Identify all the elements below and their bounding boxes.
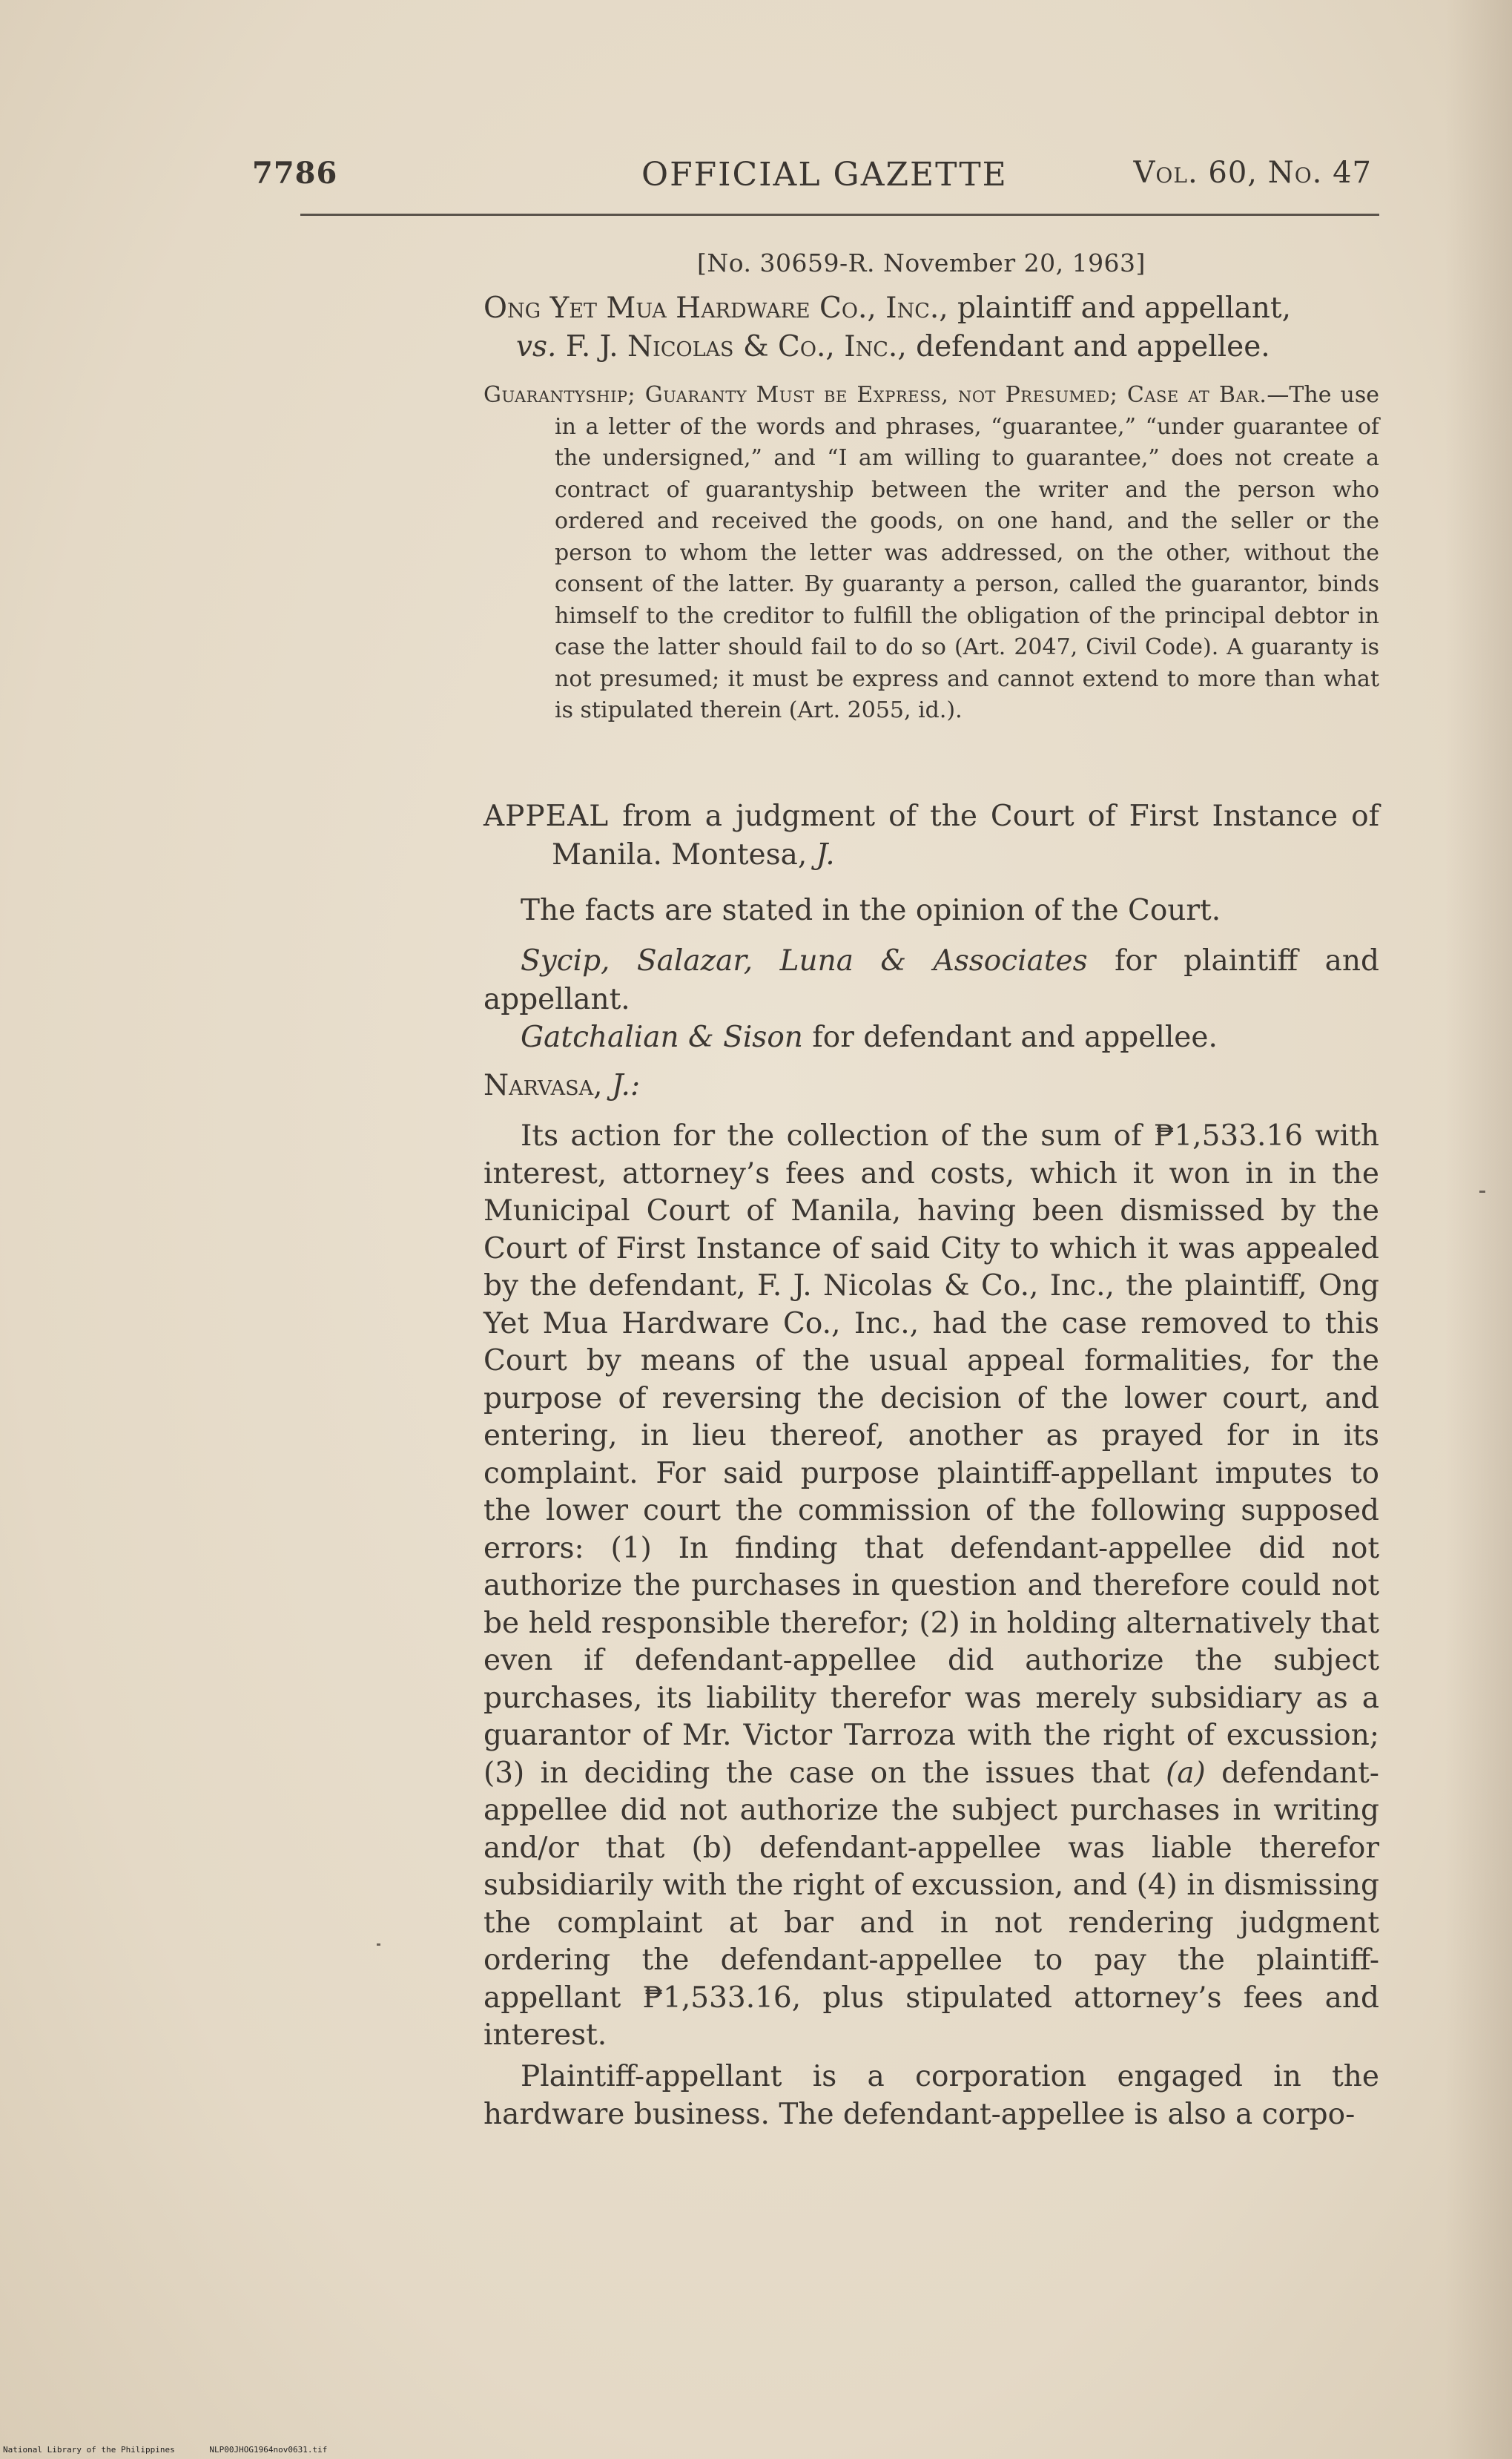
plaintiff-role: , plaintiff and appellant, [939, 292, 1291, 325]
stray-ink-mark [1479, 1191, 1485, 1193]
opinion-p1-part-a: Its action for the collection of the sum of ₱1,533.16 with interest, attorney’s fees and costs, which it won in in the Municipal Court of Manila, having been dismissed by the Court of First Instance of said City to which it was appealed by the defendant, F. J. Nicolas & Co., Inc., the plaintiff, Ong Yet Mua Hardware Co., Inc., had the case removed to this Court by means of the usual appeal formalities, for the purpose of reversing the decision of the lower court, and entering, in lieu thereof, another as prayed for in its complaint. For said purpose plaintiff-appellant imputes to the lower court the commission of the following supposed errors: (1) In finding that defendant-appellee did not authorize the purchases in question and therefore could not be held responsible therefor; (2) in holding alternatively that even if defendant-appellee did authorize the subject purchases, its liability therefor was merely subsidiary as a guarantor of Mr. Victor Tarroza with the right of excussion; (3) in deciding the case on the issues that [483, 1119, 1379, 1790]
caption-plaintiff-line [483, 289, 1384, 328]
ponente-name: Narvasa, [483, 1069, 612, 1102]
defendant-name: F. J. Nicolas & Co., Inc. [565, 330, 898, 363]
plaintiff-counsel-firm: Sycip, Salazar, Luna & Associates [521, 944, 1088, 978]
defendant-role: , defendant and appellee. [897, 330, 1270, 363]
defendant-counsel-firm: Gatchalian & Sison [521, 1021, 803, 1054]
appeal-statement [483, 797, 1379, 875]
appeal-text: from a judgment of the Court of First Instance of Manila. Montesa, [552, 800, 1379, 872]
page-gutter-shadow [1445, 0, 1512, 2459]
case-number-date: [No. 30659-R. November 20, 1963] [697, 248, 1146, 277]
case-caption [483, 289, 1384, 366]
plaintiff-counsel-role: for plaintiff and appellant. [483, 944, 1380, 1016]
footer-filename: NLP00JHOG1964nov0631.tif [209, 2445, 328, 2455]
defendant-counsel [483, 1018, 1379, 1057]
footer-library: National Library of the Philippines [3, 2445, 175, 2455]
judge-initial: J. [816, 838, 835, 872]
plaintiff-name: Ong Yet Mua Hardware Co., Inc. [483, 292, 940, 325]
opinion-p1-part-b: defendant-appellee did not authorize the subject purchases in writing and/or that (b) defendant-appellee was liable therefor subsidiarily with the right of excussion, and (4) in dismissing the complaint at bar and in not rendering judgment ordering the defendant-appellee to pay the plaintiff-appellant ₱1,533.16, plus stipulated attorney’s fees and interest. [483, 1756, 1379, 2052]
page-number: 7786 [252, 156, 338, 191]
syllabus-text: —The use in a letter of the words and phrases, “guarantee,” “under guarantee of the undersigned,” and “I am willing to guarantee,” does not create a contract of guarantyship between the writer and the person who ordered and received the goods, on one hand, and the seller or the person to whom the letter was addressed, on the other, without the consent of the latter. By guaranty a person, called the guarantor, binds himself to the creditor to fulfill the obligation of the principal debtor in case the latter should fail to do so (Art. 2047, Civil Code). A guaranty is not presumed; it must be express and cannot extend to more than what is stipulated therein (Art. 2055, id.). [555, 382, 1380, 723]
facts-statement: The facts are stated in the opinion of the Court. [521, 894, 1221, 927]
syllabus-keywords: Guarantyship; Guaranty Must be Express, not Presumed; Case at Bar. [483, 382, 1267, 408]
plaintiff-counsel [483, 942, 1379, 1019]
scan-footer [3, 2445, 357, 2455]
publication-title: OFFICIAL GAZETTE [641, 156, 1008, 194]
defendant-counsel-role: for defendant and appellee. [802, 1021, 1218, 1054]
syllabus [483, 380, 1379, 727]
appeal-lead: APPEAL [483, 800, 610, 833]
header-rule [300, 214, 1379, 216]
opinion-paragraph-1 [483, 1118, 1379, 2055]
caption-defendant-line [483, 328, 1384, 366]
opinion-p1-item-a: (a) [1166, 1756, 1206, 1790]
volume-number: Vol. 60, No. 47 [1133, 156, 1372, 190]
versus: vs. [516, 330, 557, 363]
opinion-paragraph-2: Plaintiff-appellant is a corporation engaged in the hardware business. The defendant-appellee is also a corpo- [483, 2060, 1379, 2131]
running-header [252, 156, 1379, 200]
ponente [483, 1067, 1379, 1105]
stray-ink-mark [377, 1943, 380, 1946]
ponente-initial: J.: [611, 1069, 641, 1102]
